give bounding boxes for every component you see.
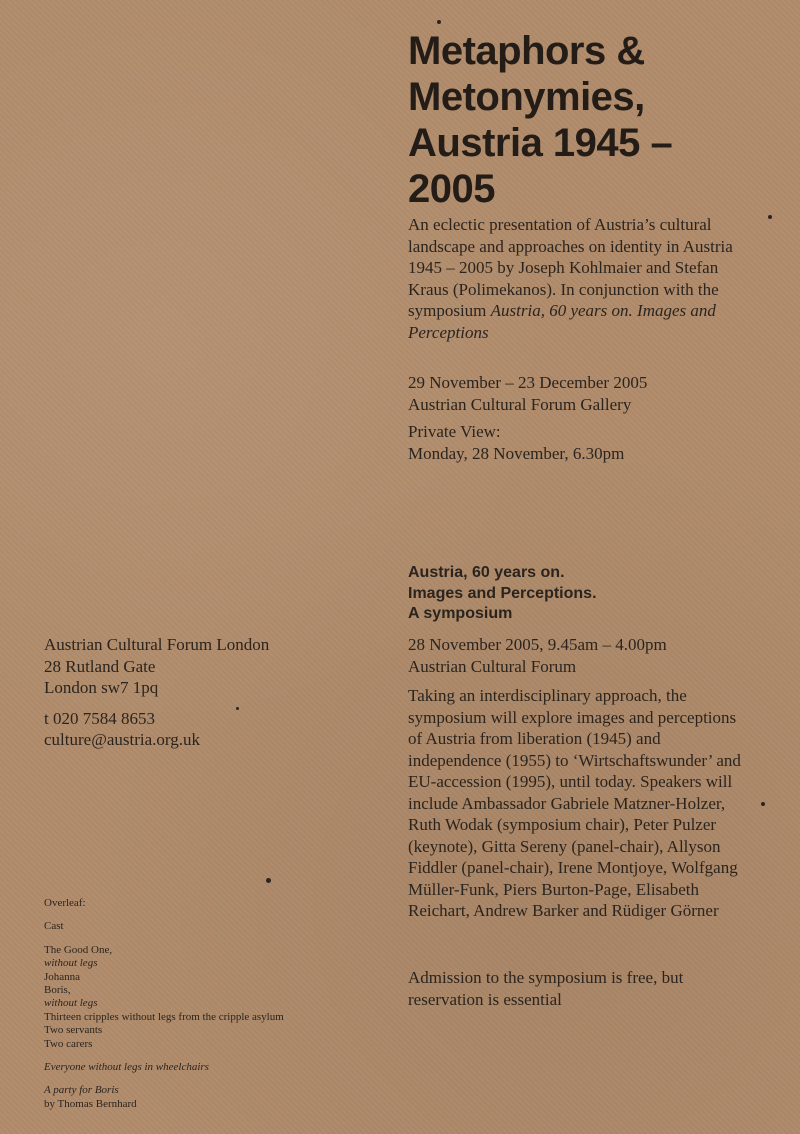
symposium-description xyxy=(408,685,748,922)
private-view-date: Monday, 28 November, 6.30pm xyxy=(408,443,625,463)
contact-org: Austrian Cultural Forum London xyxy=(44,635,270,654)
symposium-details xyxy=(408,634,748,677)
title-line-2: Metonymies, xyxy=(408,75,645,119)
paper-speck xyxy=(266,878,271,883)
paper-speck xyxy=(761,802,765,806)
private-view-label: Private View: xyxy=(408,422,501,441)
private-view xyxy=(408,421,748,464)
intro-text: An eclectic presentation of Austria’s cultural landscape and approaches on identity in Austria 1945 – 2005 by Joseph Kohlmaier and Stefan Kraus (Polimekanos). In conjunction with the symposium xyxy=(408,215,733,320)
contact-city: London sw7 1pq xyxy=(44,678,159,697)
contact-address xyxy=(44,634,344,751)
symposium-title-italic: Austria, 60 years on. Images and Perceptions xyxy=(408,301,716,342)
page-title xyxy=(408,28,748,212)
symposium-heading xyxy=(408,563,748,625)
contact-street: 28 Rutland Gate xyxy=(44,656,156,676)
cast-note: Everyone without legs in wheelchairs xyxy=(44,1061,209,1074)
symposium-heading-line-3: A symposium xyxy=(408,605,513,622)
overleaf-label: Overleaf: xyxy=(44,897,86,909)
title-line-4: 2005 xyxy=(408,167,495,211)
exhibition-intro xyxy=(408,214,748,343)
paper-speck xyxy=(236,707,239,710)
exhibition-date-range: 29 November – 23 December 2005 xyxy=(408,373,648,392)
play-title: A party for Boris xyxy=(44,1084,119,1097)
symposium-heading-line-2: Images and Perceptions. xyxy=(408,584,597,602)
title-line-3: Austria 1945 – xyxy=(408,121,673,165)
cast-role-2: Johanna xyxy=(44,970,81,983)
cast-label: Cast xyxy=(44,920,64,933)
contact-email[interactable]: culture@austria.org.uk xyxy=(44,730,201,749)
title-line-1: Metaphors & xyxy=(408,29,645,73)
paper-speck xyxy=(768,215,772,219)
cast-role-4: Thirteen cripples without legs from the cripple asylum xyxy=(44,1010,284,1023)
cast-role-5: Two servants xyxy=(44,1024,103,1037)
exhibition-dates xyxy=(408,372,748,415)
contact-phone: t 020 7584 8653 xyxy=(44,708,155,728)
cast-role-1: The Good One, without legs xyxy=(44,943,113,970)
symposium-heading-line-1: Austria, 60 years on. xyxy=(408,564,565,581)
symposium-description-text: Taking an interdisciplinary approach, the symposium will explore images and perceptions of Austria from liberation (1945) and independence (1955) to ‘Wirtschaftswunder’ and EU-accession (1995), until today. Speakers will include Ambassador Gabriele Matzner-Holzer, Ruth Wodak (symposium chair), Peter Pulzer (keynote), Gitta Sereny (panel-chair), Allyson Fiddler (panel-chair), Irene Montjoye, Wolfgang Müller-Funk, Piers Burton-Page, Elisabeth Reichart, Andrew Barker and Rüdiger Görner xyxy=(408,686,741,920)
symposium-date-time: 28 November 2005, 9.45am – 4.00pm xyxy=(408,635,667,654)
paper-speck xyxy=(437,20,441,24)
symposium-admission-text: Admission to the symposium is free, but reservation is essential xyxy=(408,968,684,1009)
symposium-venue: Austrian Cultural Forum xyxy=(408,656,577,676)
cast-role-3: Boris, without legs xyxy=(44,984,98,1010)
cast-role-6: Two carers xyxy=(44,1037,93,1050)
exhibition-venue: Austrian Cultural Forum Gallery xyxy=(408,394,632,414)
cast-list xyxy=(44,897,364,1111)
symposium-admission xyxy=(408,967,748,1010)
play-author: by Thomas Bernhard xyxy=(44,1097,137,1110)
